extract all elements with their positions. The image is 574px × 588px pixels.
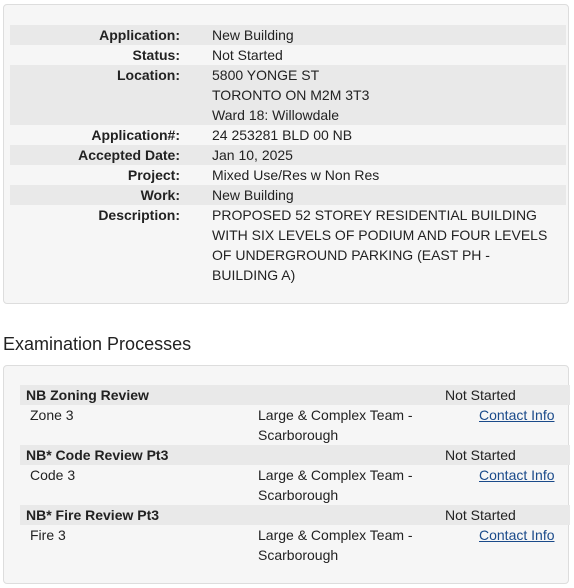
application-details-panel bbox=[3, 4, 569, 304]
process-status: Not Started bbox=[445, 447, 516, 463]
examination-processes-panel bbox=[3, 365, 569, 584]
work-row bbox=[10, 185, 566, 205]
contact-info-link[interactable]: Contact Info bbox=[479, 527, 555, 543]
examination-processes-title: Examination Processes bbox=[3, 334, 192, 354]
project-row bbox=[10, 165, 566, 185]
process-name: NB* Fire Review Pt3 bbox=[26, 507, 160, 523]
process-header-row bbox=[20, 505, 570, 525]
process-team bbox=[258, 525, 433, 565]
description-line: OF UNDERGROUND PARKING (EAST PH - bbox=[212, 247, 490, 263]
process-header-row bbox=[20, 445, 570, 465]
location-value bbox=[212, 65, 564, 125]
accepted-date-row bbox=[10, 145, 566, 165]
contact-info-link[interactable]: Contact Info bbox=[479, 407, 555, 423]
process-status: Not Started bbox=[445, 507, 516, 523]
work-value: New Building bbox=[212, 187, 294, 203]
description-value bbox=[212, 205, 564, 285]
accepted-date-label: Accepted Date: bbox=[78, 147, 180, 163]
application-number-label: Application#: bbox=[91, 127, 180, 143]
application-row bbox=[10, 25, 566, 45]
process-name: NB* Code Review Pt3 bbox=[26, 447, 169, 463]
location-label: Location: bbox=[117, 67, 180, 83]
process-code: Fire 3 bbox=[30, 527, 66, 543]
location-row bbox=[10, 65, 566, 125]
process-status: Not Started bbox=[445, 387, 516, 403]
process-team bbox=[258, 465, 433, 505]
process-name: NB Zoning Review bbox=[26, 387, 149, 403]
application-label: Application: bbox=[99, 27, 180, 43]
process-code: Code 3 bbox=[30, 467, 76, 483]
team-line: Large & Complex Team - bbox=[258, 467, 413, 483]
status-value: Not Started bbox=[212, 47, 283, 63]
process-team bbox=[258, 405, 433, 445]
project-label: Project: bbox=[127, 167, 180, 183]
location-line: 5800 YONGE ST bbox=[212, 67, 320, 83]
description-label: Description: bbox=[98, 207, 180, 223]
team-line: Scarborough bbox=[258, 487, 339, 503]
process-code: Zone 3 bbox=[30, 407, 74, 423]
process-header-row bbox=[20, 385, 570, 405]
description-line: PROPOSED 52 STOREY RESIDENTIAL BUILDING bbox=[212, 207, 537, 223]
team-line: Scarborough bbox=[258, 427, 339, 443]
process-detail-row bbox=[20, 405, 570, 445]
team-line: Large & Complex Team - bbox=[258, 407, 413, 423]
status-row bbox=[10, 45, 566, 65]
application-value: New Building bbox=[212, 27, 294, 43]
process-detail-row bbox=[20, 525, 570, 565]
description-line: WITH SIX LEVELS OF PODIUM AND FOUR LEVELS bbox=[212, 227, 548, 243]
description-line: BUILDING A) bbox=[212, 267, 296, 283]
project-value: Mixed Use/Res w Non Res bbox=[212, 167, 380, 183]
application-number-row bbox=[10, 125, 566, 145]
work-label: Work: bbox=[140, 187, 180, 203]
location-line: TORONTO ON M2M 3T3 bbox=[212, 87, 370, 103]
team-line: Scarborough bbox=[258, 547, 339, 563]
accepted-date-value: Jan 10, 2025 bbox=[212, 147, 293, 163]
process-detail-row bbox=[20, 465, 570, 505]
application-number-value: 24 253281 BLD 00 NB bbox=[212, 127, 353, 143]
description-row bbox=[10, 205, 566, 285]
contact-info-link[interactable]: Contact Info bbox=[479, 467, 555, 483]
status-label: Status: bbox=[132, 47, 180, 63]
location-line: Ward 18: Willowdale bbox=[212, 107, 340, 123]
team-line: Large & Complex Team - bbox=[258, 527, 413, 543]
